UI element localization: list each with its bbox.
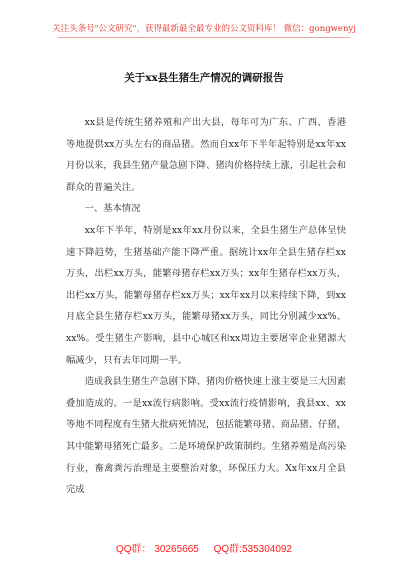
document-body xyxy=(66,112,346,501)
footer-qq-group-2: QQ群:535304092 xyxy=(213,544,292,555)
header-banner: 关注头条号"公文研究"，获得最新最全最专业的公文资料库！ 微信：gongwenyj xyxy=(52,24,356,34)
document-title: 关于xx县生猪生产情况的调研报告 xyxy=(124,72,284,84)
header-divider xyxy=(58,37,350,38)
paragraph-intro: xx县是传统生猪养殖和产出大县，每年可为广东、广西、香港等地提供xx万头左右的商品猪。然而自xx年下半年起特别是xx年xx月份以来，我县生猪产量急剧下降、猪肉价格持续上涨，引起社会和群众的普遍关注。 xyxy=(66,117,346,193)
section-heading: 一、基本情况 xyxy=(84,203,141,215)
footer-qq-group-1: QQ群： 30265665 xyxy=(116,544,199,555)
paragraph-causes: 造成我县生猪生产急剧下降、猪肉价格快速上涨主要是三大因素叠加造成的。一是xx流行病影响。受xx流行疫情影响，我县xx、xx等地不同程度有生猪大批病死情况，包括能繁母猪、商品猪、仔猪，其中能繁母猪死亡最多。二是环境保护政策制约。生猪养殖是高污染行业，畜禽粪污治理是主要整治对象，环保压力大。Xx年xx月全县完成 xyxy=(66,376,346,496)
paragraph-situation: xx年下半年，特别是xx年xx月份以来，全县生猪生产总体呈快速下降趋势，生猪基础产能下降严重。据统计xx年全县生猪存栏xx万头，出栏xx万头，能繁母猪存栏xx万头；xx年生猪存栏xx万头，出栏xx万头，能繁母猪存栏xx万头；xx年xx月以来持续下降，到xx月底全县生猪存栏xx万头，能繁母猪xx万头，同比分别减少xx%、xx%。受生猪生产影响，县中心城区和xx周边主要屠宰企业猪源大幅减少，只有去年同期一半。 xyxy=(66,224,346,366)
footer xyxy=(0,540,408,555)
